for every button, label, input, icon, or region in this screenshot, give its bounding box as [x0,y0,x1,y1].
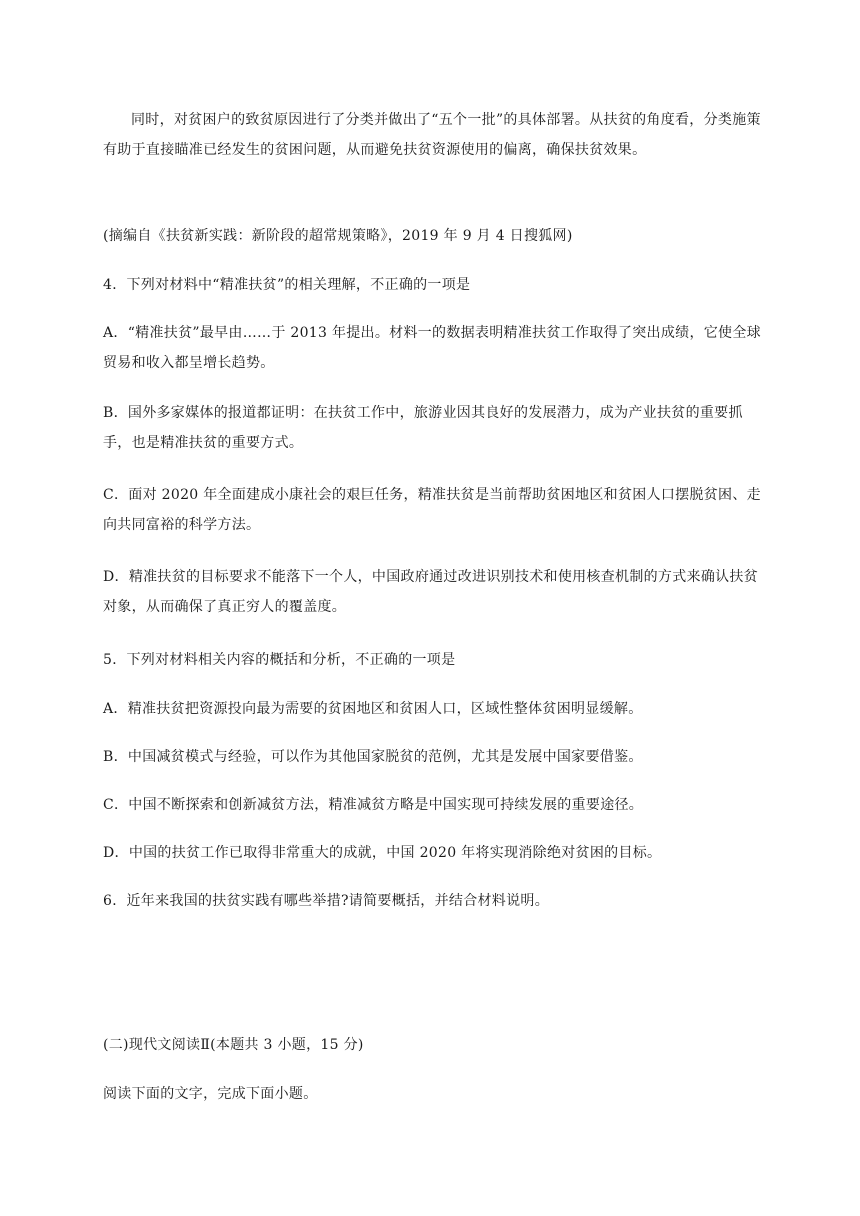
question-4-option-d: D．精准扶贫的目标要求不能落下一个人，中国政府通过改进识别技术和使用核查机制的方式来确认扶贫对象，从而确保了真正穷人的覆盖度。 [103,569,759,615]
question-4-option-a: A．“精准扶贫”最早由……于 2013 年提出。材料一的数据表明精准扶贫工作取得了突出成绩，它使全球贸易和收入都呈增长趋势。 [103,325,761,371]
section-instruction: 阅读下面的文字，完成下面小题。 [103,1086,318,1102]
question-5-option-b: B．中国减贫模式与经验，可以作为其他国家脱贫的范例，尤其是发展中国家要借鉴。 [103,749,643,765]
question-4-option-c: C．面对 2020 年全面建成小康社会的艰巨任务，精准扶贫是当前帮助贫困地区和贫困人口摆脱贫困、走向共同富裕的科学方法。 [103,487,761,533]
question-5-option-c: C．中国不断探索和创新减贫方法，精准减贫方略是中国实现可持续发展的重要途径。 [103,797,644,813]
question-5-stem: 5．下列对材料相关内容的概括和分析，不正确的一项是 [103,652,456,668]
source-citation: (摘编自《扶贫新实践：新阶段的超常规策略》，2019 年 9 月 4 日搜狐网) [103,228,573,244]
question-5-option-d: D．中国的扶贫工作已取得非常重大的成就，中国 2020 年将实现消除绝对贫困的目标。 [103,845,662,861]
question-6-stem: 6．近年来我国的扶贫实践有哪些举措?请简要概括，并结合材料说明。 [103,893,550,909]
question-5-option-a: A．精准扶贫把资源投向最为需要的贫困地区和贫困人口，区域性整体贫困明显缓解。 [103,701,643,717]
paragraph-five-batches: 同时，对贫困户的致贫原因进行了分类并做出了“五个一批”的具体部署。从扶贫的角度看，分类施策有助于直接瞄准已经发生的贫困问题，从而避免扶贫资源使用的偏离，确保扶贫效果。 [103,112,761,158]
question-4-stem: 4．下列对材料中“精准扶贫”的相关理解，不正确的一项是 [103,277,471,293]
section-heading: (二)现代文阅读Ⅱ(本题共 3 小题，15 分) [103,1037,364,1053]
question-4-option-b: B．国外多家媒体的报道都证明：在扶贫工作中，旅游业因其良好的发展潜力，成为产业扶贫的重要抓手，也是精准扶贫的重要方式。 [103,405,743,451]
